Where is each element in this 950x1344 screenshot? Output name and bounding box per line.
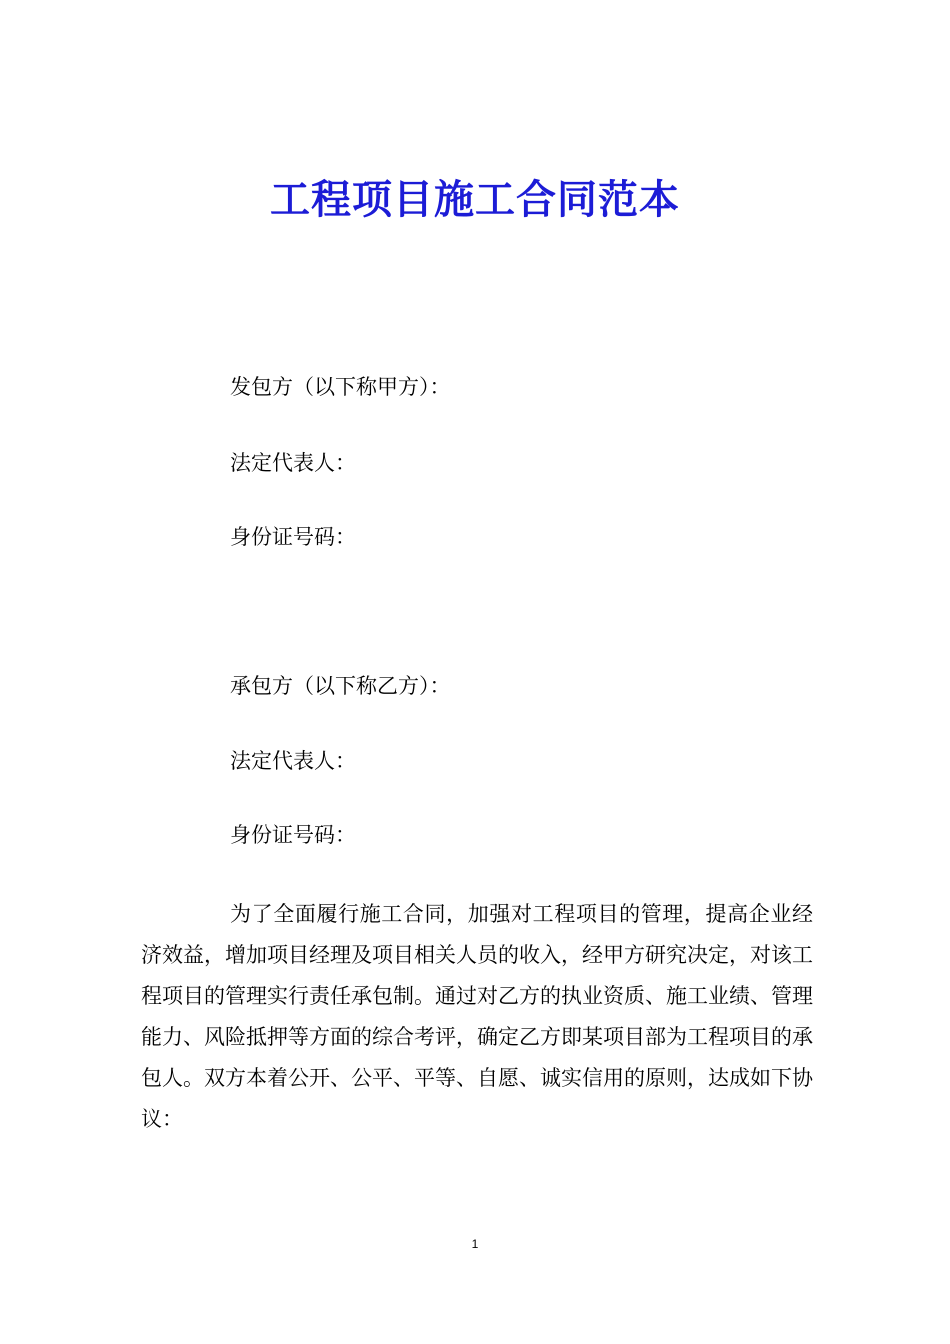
page-number: 1 (471, 1237, 479, 1251)
party-b-legal-rep: 法定代表人： (230, 749, 356, 773)
party-b-label: 承包方（以下称乙方）： (230, 674, 451, 698)
intro-paragraph: 为了全面履行施工合同，加强对工程项目的管理，提高企业经济效益，增加项目经理及项目相关人员的收入，经甲方研究决定，对该工程项目的管理实行责任承包制。通过对乙方的执业资质、施工业绩、管理能力、风险抵押等方面的综合考评，确定乙方即某项目部为工程项目的承包人。双方本着公开、公平、平等、自愿、诚实信用的原则，达成如下协议： (141, 902, 813, 1131)
party-a-legal-rep: 法定代表人： (230, 451, 356, 475)
party-a-label: 发包方（以下称甲方）： (230, 375, 451, 399)
party-b-id-number: 身份证号码： (230, 823, 356, 847)
document-title: 工程项目施工合同范本 (270, 177, 680, 223)
party-a-id-number: 身份证号码： (230, 525, 356, 549)
